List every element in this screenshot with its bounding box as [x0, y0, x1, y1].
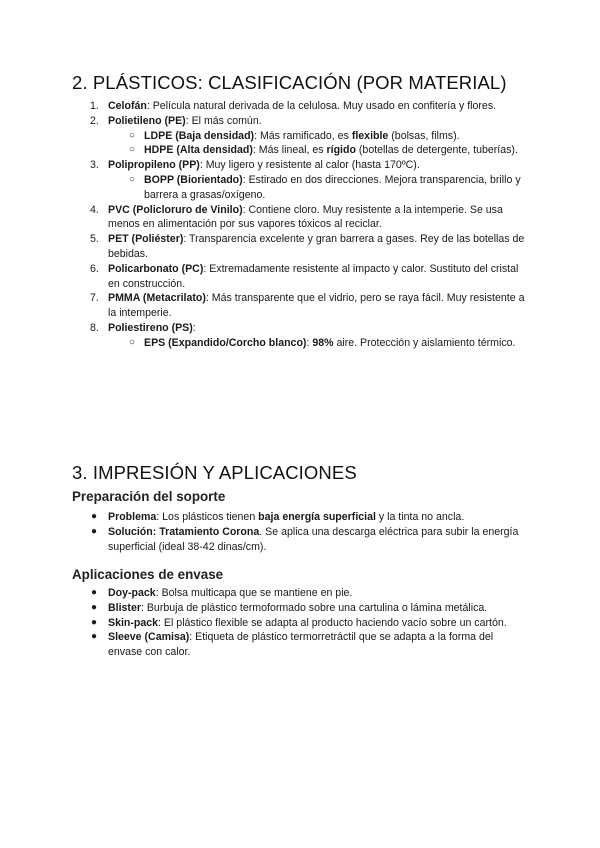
sub-list-item: ○ EPS (Expandido/Corcho blanco): 98% aire. Protección y aislamiento térmico.	[129, 336, 516, 349]
list-item: ● Solución: Tratamiento Corona. Se aplica una descarga eléctrica para subir la energía superficial (ideal 38-42 dinas/cm).	[91, 525, 519, 553]
bullet-icon: ●	[91, 587, 98, 598]
section-3-title: 3. IMPRESIÓN Y APLICACIONES	[72, 462, 357, 483]
prep-list	[91, 510, 528, 554]
list-item: ● Doy-pack: Bolsa multicapa que se mantiene en pie.	[91, 587, 353, 599]
sub-list	[129, 336, 530, 351]
list-item: 8. Poliestireno (PS): ○ EPS (Expandido/Corcho blanco): 98% aire. Protección y aislamiento térmico.	[108, 321, 530, 351]
apps-heading: Aplicaciones de envase	[72, 567, 224, 582]
bullet-icon: ●	[91, 616, 98, 628]
bullet-icon: ●	[91, 601, 98, 613]
sub-list-item: ○ LDPE (Baja densidad): Más ramificado, es flexible (bolsas, films).	[129, 129, 460, 142]
list-item: ● Blister: Burbuja de plástico termoformado sobre una cartulina o lámina metálica.	[91, 601, 488, 614]
sub-list	[129, 129, 530, 159]
apps-list	[91, 586, 528, 660]
bullet-icon: ●	[91, 511, 98, 522]
hollow-bullet-icon: ○	[129, 129, 136, 141]
prep-heading: Preparación del soporte	[72, 489, 226, 504]
plastics-list	[90, 99, 530, 351]
bullet-icon: ●	[91, 631, 98, 643]
sub-list-item: ○ BOPP (Biorientado): Estirado en dos direcciones. Mejora transparencia, brillo y barrera a grasas/oxígeno.	[129, 173, 521, 201]
list-item: ● Skin-pack: El plástico flexible se adapta al producto haciendo vacío sobre un cartón.	[91, 616, 507, 629]
list-item: 6. Policarbonato (PC): Extremadamente resistente al impacto y calor. Sustituto del cristal en construcción.	[90, 262, 519, 290]
bullet-icon: ●	[91, 525, 98, 537]
list-item: 2. Polietileno (PE): El más común. ○ LDPE (Baja densidad): Más ramificado, es flexible (bolsas, films). ○ HDPE (Alta densidad): Más lineal, es rígido (botellas de detergente, tuberías).	[108, 114, 530, 158]
sub-list	[129, 173, 530, 203]
list-item: 4. PVC (Policloruro de Vinilo): Contiene cloro. Muy resistente a la intemperie. Se usa menos en alimentación por sus vapores tóxicos al reciclar.	[90, 203, 503, 231]
list-item: 7. PMMA (Metacrilato): Más transparente que el vidrio, pero se raya fácil. Muy resistente a la intemperie.	[90, 292, 525, 320]
list-item: 5. PET (Poliéster): Transparencia excelente y gran barrera a gases. Rey de las botellas de bebidas.	[90, 233, 525, 260]
list-item: ● Problema: Los plásticos tienen baja energía superficial y la tinta no ancla.	[91, 511, 465, 523]
list-item: 3. Polipropileno (PP): Muy ligero y resistente al calor (hasta 170ºC). ○ BOPP (Biorientado): Estirado en dos direcciones. Mejora transparencia, brillo y barrera a grasas/oxígeno.	[108, 158, 530, 202]
list-item: 1. Celofán: Película natural derivada de la celulosa. Muy usado en confitería y flores.	[90, 100, 497, 112]
sub-list-item: ○ HDPE (Alta densidad): Más lineal, es rígido (botellas de detergente, tuberías).	[129, 144, 518, 157]
hollow-bullet-icon: ○	[129, 144, 136, 156]
list-item: ● Sleeve (Camisa): Etiqueta de plástico termorretráctil que se adapta a la forma del envase con calor.	[91, 631, 494, 659]
hollow-bullet-icon: ○	[129, 173, 136, 185]
section-2-title: 2. PLÁSTICOS: CLASIFICACIÓN (POR MATERIAL)	[72, 72, 507, 93]
hollow-bullet-icon: ○	[129, 336, 136, 348]
